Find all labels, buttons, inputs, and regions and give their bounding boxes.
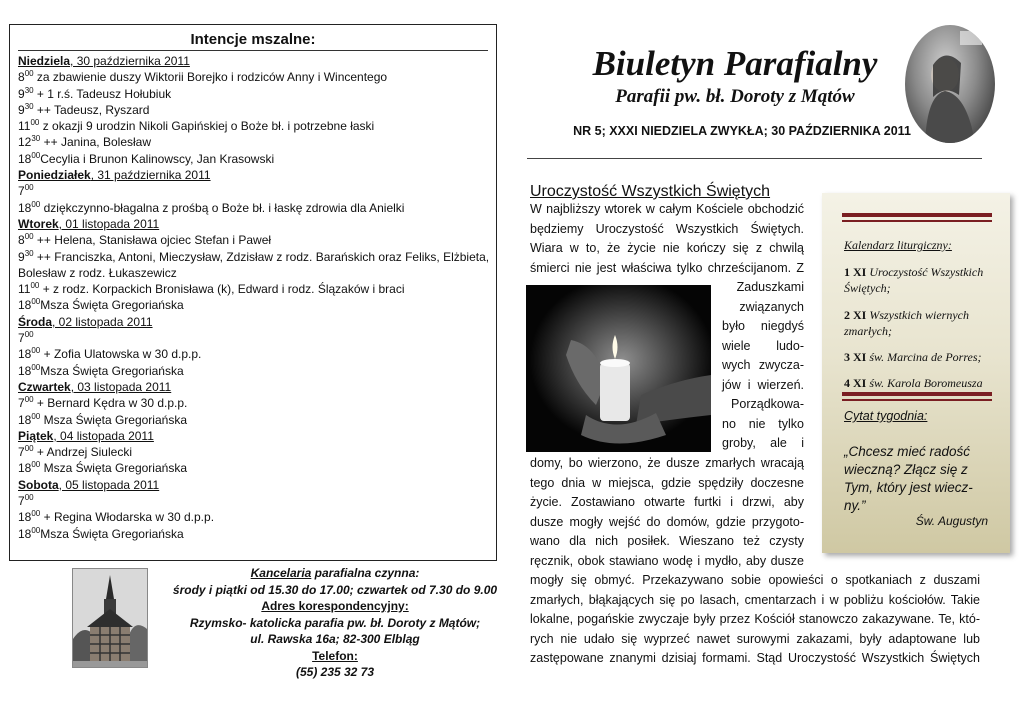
intention-day-heading: Sobota, 05 listopada 2011 <box>18 477 160 492</box>
intention-day-heading: Środa, 02 listopada 2011 <box>18 314 153 329</box>
article-line: będziemy Uroczystość Wszystkich Świętych. <box>530 221 804 236</box>
calendar-entry: 2 XI Wszystkich wiernych zmarłych; <box>844 308 969 338</box>
calendar-entry: 4 XI św. Karola Boromeusza <box>844 376 983 390</box>
article-line: ręcznik, obok stawiano wodę i mydło, aby dusze <box>530 553 804 568</box>
office-hours-heading: Kancelaria parafialna czynna: <box>250 566 420 580</box>
quote-heading: Cytat tygodnia: <box>844 409 928 423</box>
candle-photo <box>526 285 711 452</box>
church-photo <box>72 568 148 668</box>
header-divider <box>527 158 982 159</box>
article-line: wano dla nich posiłek. Wieszano też czysty <box>530 534 804 548</box>
article-line: Wiara w to, że życie nie kończy się z chwilą <box>530 241 804 255</box>
intention-entry: $11^{00}$ z okazji 9 urodzin Nikoli Gapińskiej o Boże bł. i potrzebne łaski <box>18 118 375 134</box>
sidebar-top-bar <box>842 213 992 217</box>
article-line: groby, ale i <box>722 436 804 450</box>
intention-entry: $8^{00}$ za zbawienie duszy Wiktorii Borejko i rodziców Anny i Wincentego <box>18 69 388 85</box>
issue-line: NR 5; XXXI NIEDZIELA ZWYKŁA; 30 PAŹDZIERNIKA 2011 <box>573 124 911 138</box>
article-line: tego dnia w miejsca, gdzie spędziły doczesne <box>530 475 804 490</box>
intention-entry: $12^{30}$ ++ Janina, Bolesław <box>18 134 152 150</box>
address-line-2: ul. Rawska 16a; 82-300 Elbląg <box>250 632 420 646</box>
intention-entry: $18^{00}$ dziękczynno-błagalna z prośbą o Boże bł. i łaskę zdrowia dla Anielki <box>18 199 405 215</box>
intention-entry: $18^{00}Msza$ Święta Gregoriańska <box>18 362 184 378</box>
article-line: rych nie udało się wyprzeć nawet surowymi zakazami, były adaptowane lub <box>530 631 980 646</box>
sidebar-mid-bar <box>842 392 992 396</box>
article-text-middle <box>530 454 804 571</box>
intention-entry: $18^{00}$ + Zofia Ulatowska w 30 d.p.p. <box>18 346 202 362</box>
sidebar-top-bar-thin <box>842 220 992 222</box>
article-text-top <box>530 200 804 278</box>
phone-number: (55) 235 32 73 <box>295 665 375 679</box>
intention-entry: Bolesław z rodz. Łukaszewicz <box>18 265 177 280</box>
article-line: lokalne, pogańskie zwyczaje były przez Kościół stanowczo zakazywane. Te, któ- <box>530 612 980 626</box>
mass-intentions-box <box>9 24 497 561</box>
intention-entry: $18^{00}$ + Regina Włodarska w 30 d.p.p. <box>18 509 215 525</box>
quote-of-the-week: „Chcesz mieć radość wieczną? Złącz się z Tym, który jest wiecz-ny.” <box>844 444 973 513</box>
liturgical-calendar-sidebar <box>822 193 1010 553</box>
article-line: no nie tylko <box>722 416 804 431</box>
article-line: zmarłych, błąkających się po lasach, cmentarzach i w pobliżu kościołów. Takie <box>530 592 980 607</box>
intention-day-heading: Poniedziałek, 31 października 2011 <box>18 168 211 183</box>
intention-entry: $9^{30}$ ++ Franciszka, Antoni, Mieczysław, Zdzisław z rodz. Barańskich oraz Feliks, Elżbieta, <box>18 248 490 264</box>
office-hours: środy i piątki od 15.30 do 17.00; czwartek od 7.30 do 9.00 <box>172 582 498 597</box>
intention-entry: $18^{00}$ Msza Święta Gregoriańska <box>18 411 187 427</box>
article-line: mogły się obmyć. Przekazywano sobie opowieści o spotkaniach z duszami <box>530 573 980 587</box>
article-line: wych zwycza- <box>722 358 804 372</box>
intention-entry: $7^{00}$ <box>18 493 34 509</box>
article-line: było niegdyś <box>722 319 804 333</box>
parish-office-info <box>150 565 520 681</box>
article-line: Zaduszkami <box>736 280 804 294</box>
article-line: śmierci nie jest właściwa tylko chrześcijanom. Z <box>530 260 804 275</box>
bulletin-subtitle: Parafii pw. bł. Doroty z Mątów <box>615 86 855 107</box>
intention-entry: $7^{00}$ + Bernard Kędra w 30 d.p.p. <box>18 395 188 411</box>
saint-portrait-photo <box>905 25 995 143</box>
intention-entry: $18^{00}$ Msza Święta Gregoriańska <box>18 460 187 476</box>
article-title: Uroczystość Wszystkich Świętych <box>530 183 771 200</box>
article-line: dusze mogły wejść do domów, gdzie przygoto- <box>530 514 804 529</box>
article-line: wiele ludo- <box>722 338 804 353</box>
intention-entry: $7^{00}$ + Andrzej Siulecki <box>18 444 132 460</box>
intentions-title: Intencje mszalne: <box>190 31 316 48</box>
article-text-bottom <box>530 571 980 669</box>
address-heading: Adres korespondencyjny: <box>261 599 409 613</box>
calendar-entry: 3 XI św. Marcina de Porres; <box>844 350 982 364</box>
intention-entry: $8^{00}$ ++ Helena, Stanisława ojciec Stefan i Paweł <box>18 232 272 248</box>
intention-entry: $7^{00}$ <box>18 183 34 199</box>
intention-entry: $18^{00}Msza$ Święta Gregoriańska <box>18 525 184 541</box>
bulletin-title: Biuletyn Parafialny <box>592 44 878 83</box>
intentions-title-rule <box>18 50 488 51</box>
intention-day-heading: Czwartek, 03 listopada 2011 <box>18 379 172 394</box>
intention-day-heading: Wtorek, 01 listopada 2011 <box>18 216 160 231</box>
intention-day-heading: Niedziela, 30 października 2011 <box>18 54 190 68</box>
article-line: jów i wierzeń. <box>722 377 804 392</box>
intention-entry: $18^{00}Cecylia$ i Brunon Kalinowscy, Jan Krasowski <box>18 150 275 166</box>
address-line-1: Rzymsko- katolicka parafia pw. bł. Doroty z Mątów; <box>189 615 481 630</box>
intention-entry: $7^{00}$ <box>18 330 34 346</box>
phone-heading: Telefon: <box>312 648 358 663</box>
article-line: zastępowane znanymi dzisiaj formami. Stąd Uroczystość Wszystkich Świętych <box>530 651 980 665</box>
article-text-beside-photo <box>722 278 804 454</box>
article-line: związanych <box>739 299 804 314</box>
intention-day-heading: Piątek, 04 listopada 2011 <box>18 428 154 443</box>
article-line: Porządkowa- <box>731 397 804 411</box>
intention-entry: $18^{00}Msza$ Święta Gregoriańska <box>18 297 184 313</box>
calendar-heading: Kalendarz liturgiczny: <box>844 238 952 252</box>
intention-entry: $9^{30}$ ++ Tadeusz, Ryszard <box>18 101 150 117</box>
article-line: domy, bo wierzono, że dusze zmarłych wracają <box>530 456 804 470</box>
intentions-list <box>18 53 488 542</box>
article-line: życie. Zostawiano otwarte furtki i drzwi, aby <box>530 495 804 509</box>
sidebar-mid-bar-thin <box>842 399 992 401</box>
calendar-entry: 1 XI Uroczystość Wszystkich Świętych; <box>844 265 984 295</box>
intention-entry: $11^{00} + z$ rodz. Korpackich Bronisława (k), Edward i rodz. Ślązaków i braci <box>18 281 405 297</box>
article-line: W najbliższy wtorek w całym Kościele obchodzić <box>530 202 804 216</box>
quote-author: Św. Augustyn <box>915 514 988 528</box>
intention-entry: $9^{30} + 1$ r.ś. Tadeusz Hołubiuk <box>18 85 172 101</box>
